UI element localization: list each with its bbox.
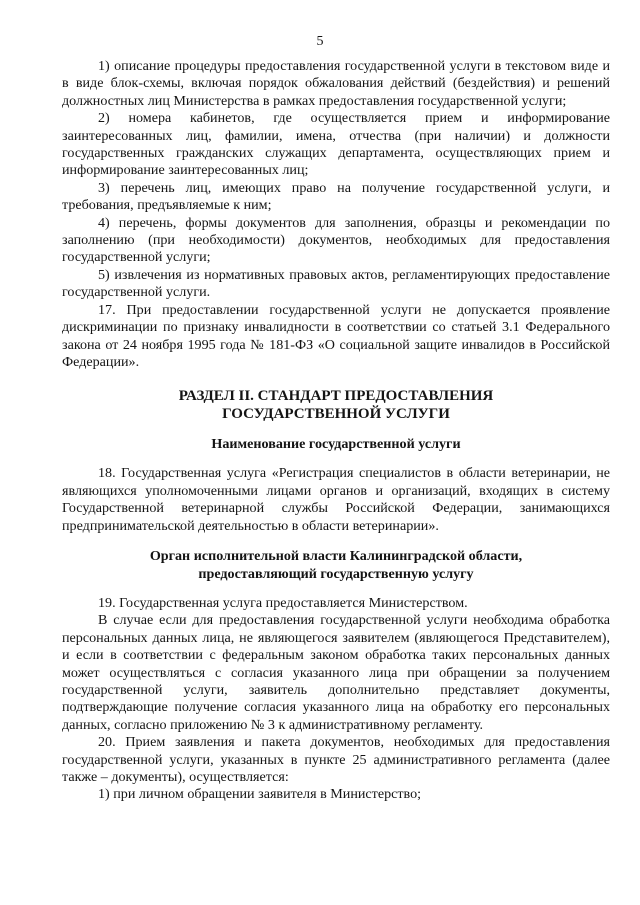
paragraph-16-item-4: 4) перечень, формы документов для заполнения, образцы и рекомендации по заполнению (при необходимости) документов, необходимых для предоставления государственной услуги; [62,214,610,266]
paragraph-19-personal-data: В случае если для предоставления государственной услуги необходима обработка персональных данных лица, не являющегося заявителем (являющегося Представителем), и если в соответствии с федеральным законом обработка таких персональных данных может осуществляться с согласия указанного лица при обращении за получением государственной услуги, заявитель дополнительно представляет документы, подтверждающие получение согласия указанного лица на обработку его персональных данных, согласно приложению № 3 к административному регламенту. [62,612,610,733]
paragraph-19: 19. Государственная услуга предоставляется Министерством. [98,594,468,611]
section-title-line-1: РАЗДЕЛ II. СТАНДАРТ ПРЕДОСТАВЛЕНИЯ [178,388,494,405]
section-title [62,387,610,423]
paragraph-16-item-3: 3) перечень лиц, имеющих право на получение государственной услуги, и требования, предъявляемые к ним; [62,179,610,214]
subheading-executive-body-line-2: предоставляющий государственную услугу [198,565,474,582]
section-title-line-2: ГОСУДАРСТВЕННОЙ УСЛУГИ [222,406,450,423]
subheading-service-name: Наименование государственной услуги [211,436,461,453]
page-number: 5 [316,34,324,49]
subheading-executive-body [62,547,610,583]
document-body [62,58,610,804]
subheading-executive-body-line-1: Орган исполнительной власти Калининградской области, [149,547,523,564]
paragraph-16-item-5: 5) извлечения из нормативных правовых актов, регламентирующих предоставление государственной услуги. [62,266,610,301]
paragraph-20: 20. Прием заявления и пакета документов, необходимых для предоставления государственной услуги, указанных в пункте 25 административного регламента (далее также – документы), осуществляется: [62,734,610,785]
paragraph-18: 18. Государственная услуга «Регистрация специалистов в области ветеринарии, не являющихся уполномоченными лицами органов и организаций, входящих в систему Государственной ветеринарной службы Российской Федерации, занимающихся предпринимательской деятельностью в области ветеринарии». [62,465,610,534]
paragraph-16-item-2: 2) номера кабинетов, где осуществляется прием и информирование заинтересованных лиц, фамилии, имена, отчества (при наличии) и должности государственных гражданских служащих департамента, осуществляющих прием и информирование заинтересованных лиц; [62,110,610,179]
paragraph-17: 17. При предоставлении государственной услуги не допускается проявление дискриминации по признаку инвалидности в соответствии со статьей 3.1 Федерального закона от 24 ноября 1995 года № 181-ФЗ «О социальной защите инвалидов в Российской Федерации». [62,301,610,370]
paragraph-16-item-1: 1) описание процедуры предоставления государственной услуги в текстовом виде и в виде блок-схемы, включая порядок обжалования действий (бездействия) и решений должностных лиц Министерства в рамках предоставления государственной услуги; [62,58,610,109]
paragraph-20-item-1: 1) при личном обращении заявителя в Министерство; [98,786,422,803]
